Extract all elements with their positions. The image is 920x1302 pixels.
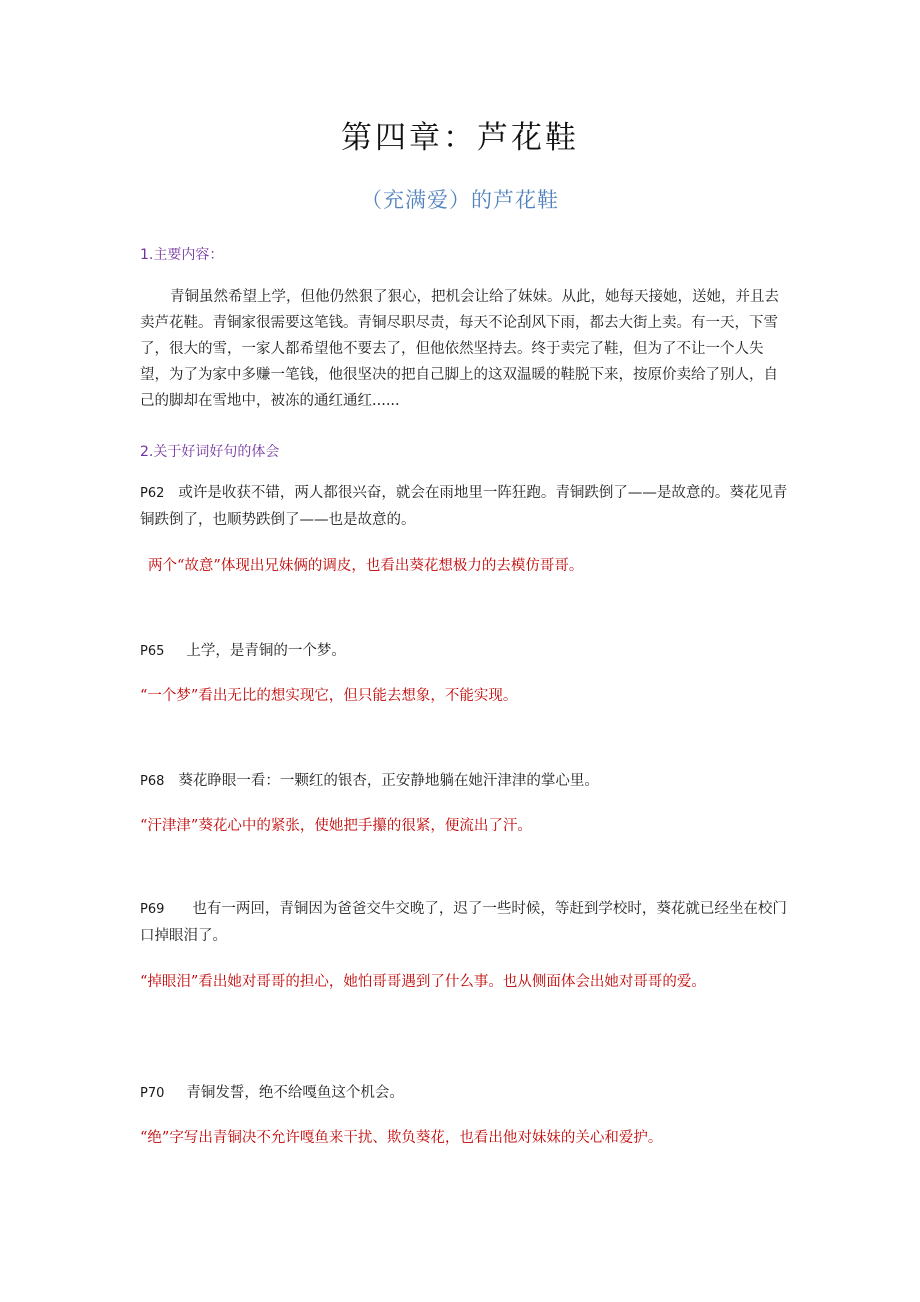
page-reference: P68 — [140, 774, 165, 789]
chapter-title: 第四章：芦花鞋 — [341, 120, 579, 156]
phrase-entry-quote — [140, 638, 800, 665]
section-heading-summary: 1.主要内容： — [140, 247, 224, 263]
phrase-comment: “一个梦”看出无比的想实现它，但只能去想象，不能实现。 — [140, 688, 518, 704]
section-heading-phrases: 2.关于好词好句的体会 — [140, 444, 280, 460]
phrase-comment: “绝”字写出青铜决不允许嘎鱼来干扰、欺负葵花，也看出他对妹妹的关心和爱护。 — [140, 1130, 663, 1146]
summary-text: 青铜虽然希望上学，但他仍然狠了狠心，把机会让给了妹妹。从此，她每天接她，送她，并且去卖芦花鞋。青铜家很需要这笔钱。青铜尽职尽责，每天不论刮风下雨，都去大街上卖。有一天，下雪了，很大的雪，一家人都希望他不要去了，但他依然坚持去。终于卖完了鞋，但为了不让一个人失望，为了为家中多赚一笔钱，他很坚决的把自己脚上的这双温暖的鞋脱下来，按原价卖给了别人，自己的脚却在雪地中，被冻的通红通红...... — [140, 289, 779, 409]
page-reference: P65 — [140, 644, 165, 659]
phrase-entry-quote — [140, 480, 800, 534]
phrase-comment: “掉眼泪”看出她对哥哥的担心，她怕哥哥遇到了什么事。也从侧面体会出她对哥哥的爱。 — [140, 974, 706, 990]
page-reference: P62 — [140, 486, 165, 501]
phrase-entry-quote — [140, 768, 800, 795]
quote-text: 葵花睁眼一看：一颗红的银杏，正安静地躺在她汗津津的掌心里。 — [178, 773, 599, 789]
quote-text: 也有一两回，青铜因为爸爸交牛交晚了，迟了一些时候，等赶到学校时，葵花就已经坐在校门口掉眼泪了。 — [140, 901, 787, 944]
summary-paragraph — [140, 284, 780, 414]
chapter-subtitle: （充满爱）的芦花鞋 — [361, 188, 559, 212]
quote-text: 或许是收获不错，两人都很兴奋，就会在雨地里一阵狂跑。青铜跌倒了——是故意的。葵花见青铜跌倒了，也顺势跌倒了——也是故意的。 — [140, 485, 788, 528]
phrase-comment: 两个“故意”体现出兄妹俩的调皮，也看出葵花想极力的去模仿哥哥。 — [148, 558, 584, 574]
quote-text: 上学，是青铜的一个梦。 — [186, 643, 346, 659]
page-reference: P69 — [140, 902, 165, 917]
phrase-comment: “汗津津”葵花心中的紧张，使她把手攥的很紧，便流出了汗。 — [140, 818, 532, 834]
phrase-entry-quote — [140, 896, 800, 950]
phrase-entry-quote — [140, 1080, 800, 1107]
page-reference: P70 — [140, 1086, 165, 1101]
quote-text: 青铜发誓，绝不给嘎鱼这个机会。 — [186, 1085, 404, 1101]
